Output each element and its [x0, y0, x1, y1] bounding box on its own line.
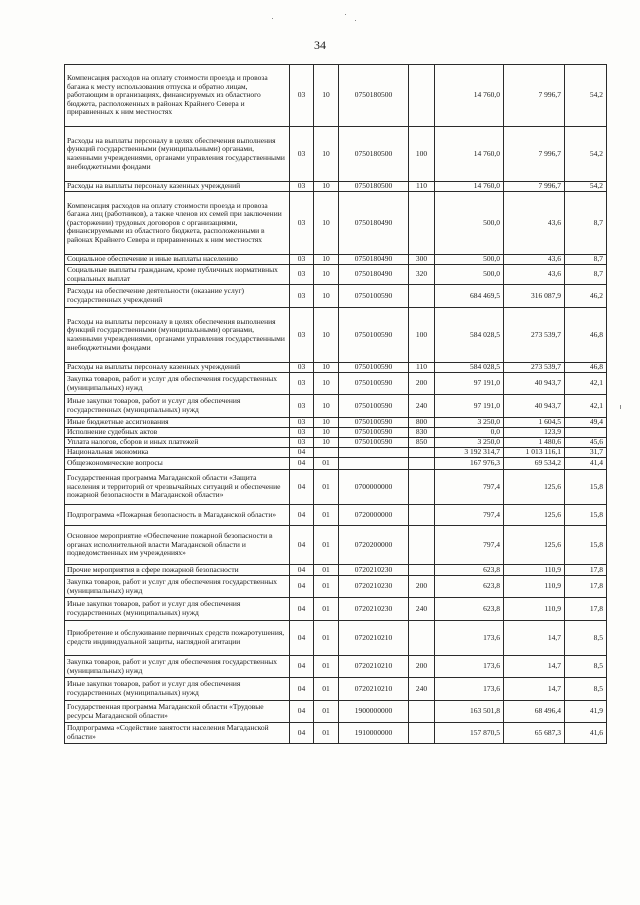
cell-actual: 68 496,4	[504, 701, 565, 723]
cell-subsection: 10	[314, 127, 339, 182]
cell-expense-type: 110	[409, 182, 435, 192]
cell-target-item: 0750180490	[339, 192, 409, 255]
cell-subsection: 10	[314, 255, 339, 265]
cell-subsection: 10	[314, 308, 339, 363]
cell-target-item: 0750180500	[339, 182, 409, 192]
table-row	[65, 656, 607, 678]
scan-speck	[272, 18, 273, 19]
table-row	[65, 621, 607, 656]
table-row	[65, 192, 607, 255]
cell-actual: 273 539,7	[504, 308, 565, 363]
cell-percent: 15,8	[565, 470, 607, 505]
cell-expense-type: 240	[409, 678, 435, 701]
cell-actual: 7 996,7	[504, 182, 565, 192]
cell-target-item	[339, 448, 409, 458]
cell-plan: 623,8	[435, 598, 504, 621]
cell-actual: 123,9	[504, 428, 565, 438]
cell-plan: 97 191,0	[435, 395, 504, 418]
scan-speck	[355, 20, 356, 21]
cell-plan: 14 760,0	[435, 127, 504, 182]
cell-name: Уплата налогов, сборов и иных платежей	[65, 438, 290, 448]
cell-expense-type: 200	[409, 576, 435, 598]
cell-section: 04	[290, 505, 314, 526]
cell-name: Расходы на выплаты персоналу в целях обеспечения выполнения функций государственными (муниципальными) органами, казенными учреждениями, органами управления государственными внебюджетными фондами	[65, 308, 290, 363]
cell-name: Национальная экономика	[65, 448, 290, 458]
cell-plan: 623,8	[435, 565, 504, 576]
cell-plan: 97 191,0	[435, 373, 504, 395]
cell-name: Расходы на выплаты персоналу казенных учреждений	[65, 363, 290, 373]
cell-expense-type	[409, 458, 435, 470]
cell-actual: 110,9	[504, 576, 565, 598]
cell-expense-type: 100	[409, 127, 435, 182]
cell-name: Расходы на выплаты персоналу казенных учреждений	[65, 182, 290, 192]
cell-target-item: 0720210210	[339, 678, 409, 701]
cell-plan: 173,6	[435, 678, 504, 701]
cell-name: Основное мероприятие «Обеспечение пожарной безопасности в органах исполнительной власти Магаданской области и подведомственных им учреждениях»	[65, 526, 290, 565]
cell-target-item: 0720210230	[339, 598, 409, 621]
budget-table-body	[65, 65, 607, 744]
cell-plan: 684 469,5	[435, 285, 504, 308]
cell-name: Исполнение судебных актов	[65, 428, 290, 438]
cell-target-item: 0720210230	[339, 565, 409, 576]
cell-subsection: 01	[314, 565, 339, 576]
cell-target-item: 0750180500	[339, 65, 409, 127]
cell-actual: 65 687,3	[504, 723, 565, 744]
cell-plan: 14 760,0	[435, 182, 504, 192]
cell-percent: 54,2	[565, 127, 607, 182]
cell-percent	[565, 428, 607, 438]
cell-subsection: 10	[314, 192, 339, 255]
cell-target-item: 0700000000	[339, 470, 409, 505]
cell-percent: 8,7	[565, 265, 607, 285]
cell-expense-type: 830	[409, 428, 435, 438]
cell-percent: 46,8	[565, 363, 607, 373]
cell-plan: 14 760,0	[435, 65, 504, 127]
cell-target-item: 0720200000	[339, 526, 409, 565]
cell-percent: 17,8	[565, 565, 607, 576]
cell-section: 03	[290, 285, 314, 308]
cell-percent: 46,8	[565, 308, 607, 363]
table-row	[65, 505, 607, 526]
table-row	[65, 255, 607, 265]
cell-section: 04	[290, 701, 314, 723]
cell-actual: 125,6	[504, 505, 565, 526]
table-row	[65, 470, 607, 505]
cell-target-item: 0720210230	[339, 576, 409, 598]
cell-section: 04	[290, 598, 314, 621]
cell-target-item: 0720000000	[339, 505, 409, 526]
table-row	[65, 65, 607, 127]
cell-subsection: 10	[314, 182, 339, 192]
cell-section: 03	[290, 265, 314, 285]
cell-section: 04	[290, 565, 314, 576]
cell-target-item: 0750100590	[339, 285, 409, 308]
cell-plan: 173,6	[435, 656, 504, 678]
table-row	[65, 265, 607, 285]
table-row	[65, 182, 607, 192]
cell-actual: 43,6	[504, 265, 565, 285]
cell-subsection: 01	[314, 678, 339, 701]
cell-section: 03	[290, 438, 314, 448]
cell-expense-type: 110	[409, 363, 435, 373]
page-number: 34	[314, 38, 326, 52]
budget-table	[64, 64, 607, 744]
cell-section: 04	[290, 576, 314, 598]
cell-plan: 0,0	[435, 428, 504, 438]
table-row	[65, 308, 607, 363]
cell-section: 04	[290, 678, 314, 701]
cell-actual: 1 604,5	[504, 418, 565, 428]
cell-expense-type	[409, 448, 435, 458]
cell-subsection: 10	[314, 363, 339, 373]
cell-expense-type: 300	[409, 255, 435, 265]
table-row	[65, 723, 607, 744]
table-row	[65, 428, 607, 438]
cell-percent: 8,5	[565, 678, 607, 701]
cell-name: Закупка товаров, работ и услуг для обеспечения государственных (муниципальных) нужд	[65, 373, 290, 395]
cell-section: 04	[290, 723, 314, 744]
cell-name: Иные бюджетные ассигнования	[65, 418, 290, 428]
cell-target-item: 0750100590	[339, 418, 409, 428]
cell-subsection: 10	[314, 418, 339, 428]
cell-subsection	[314, 448, 339, 458]
cell-expense-type	[409, 565, 435, 576]
cell-subsection: 01	[314, 701, 339, 723]
table-row	[65, 395, 607, 418]
cell-plan: 3 250,0	[435, 418, 504, 428]
cell-name: Подпрограмма «Пожарная безопасность в Магаданской области»	[65, 505, 290, 526]
table-row	[65, 363, 607, 373]
cell-percent: 41,9	[565, 701, 607, 723]
table-row	[65, 418, 607, 428]
cell-name: Иные закупки товаров, работ и услуг для обеспечения государственных (муниципальных) нужд	[65, 598, 290, 621]
cell-subsection: 01	[314, 598, 339, 621]
cell-expense-type	[409, 701, 435, 723]
cell-actual: 14,7	[504, 621, 565, 656]
cell-name: Государственная программа Магаданской области «Трудовые ресурсы Магаданской области»	[65, 701, 290, 723]
cell-actual: 7 996,7	[504, 65, 565, 127]
cell-plan: 797,4	[435, 470, 504, 505]
cell-plan: 3 250,0	[435, 438, 504, 448]
cell-target-item: 0750100590	[339, 395, 409, 418]
cell-actual: 1 013 116,1	[504, 448, 565, 458]
cell-subsection: 01	[314, 526, 339, 565]
cell-name: Прочие мероприятия в сфере пожарной безопасности	[65, 565, 290, 576]
table-row	[65, 438, 607, 448]
scan-speck	[345, 14, 346, 15]
cell-percent: 49,4	[565, 418, 607, 428]
cell-actual: 43,6	[504, 192, 565, 255]
cell-percent: 8,7	[565, 255, 607, 265]
cell-name: Компенсация расходов на оплату стоимости проезда и провоза багажа лиц (работников), а также членов их семей при заключении (расторжении) трудовых договоров с организациями, финансируемыми из областного бюджета, расположенными в районах Крайнего Севера и приравненных к ним местностях	[65, 192, 290, 255]
cell-subsection: 01	[314, 656, 339, 678]
cell-expense-type: 200	[409, 373, 435, 395]
cell-actual: 125,6	[504, 526, 565, 565]
cell-plan: 797,4	[435, 505, 504, 526]
cell-subsection: 10	[314, 428, 339, 438]
cell-percent: 15,8	[565, 526, 607, 565]
cell-section: 03	[290, 255, 314, 265]
cell-subsection: 01	[314, 723, 339, 744]
cell-name: Социальное обеспечение и иные выплаты населению	[65, 255, 290, 265]
cell-subsection: 10	[314, 438, 339, 448]
cell-percent: 54,2	[565, 182, 607, 192]
cell-actual: 316 087,9	[504, 285, 565, 308]
cell-name: Социальные выплаты гражданам, кроме публичных нормативных социальных выплат	[65, 265, 290, 285]
cell-subsection: 10	[314, 395, 339, 418]
cell-target-item: 0750180490	[339, 255, 409, 265]
cell-expense-type	[409, 526, 435, 565]
cell-expense-type	[409, 470, 435, 505]
cell-target-item: 0750180490	[339, 265, 409, 285]
table-row	[65, 285, 607, 308]
cell-section: 04	[290, 470, 314, 505]
cell-plan: 173,6	[435, 621, 504, 656]
cell-name: Государственная программа Магаданской области «Защита населения и территорий от чрезвычайных ситуаций и обеспечение пожарной безопасности в Магаданской области»	[65, 470, 290, 505]
cell-percent: 41,4	[565, 458, 607, 470]
cell-subsection: 01	[314, 505, 339, 526]
cell-section: 03	[290, 395, 314, 418]
cell-section: 03	[290, 308, 314, 363]
cell-target-item: 0750100590	[339, 308, 409, 363]
cell-expense-type	[409, 621, 435, 656]
table-row	[65, 598, 607, 621]
cell-target-item: 0720210210	[339, 656, 409, 678]
cell-section: 03	[290, 182, 314, 192]
cell-section: 03	[290, 127, 314, 182]
cell-percent: 45,6	[565, 438, 607, 448]
cell-plan: 500,0	[435, 192, 504, 255]
table-row	[65, 678, 607, 701]
cell-expense-type	[409, 723, 435, 744]
cell-name: Общеэкономические вопросы	[65, 458, 290, 470]
table-row	[65, 526, 607, 565]
cell-percent: 8,7	[565, 192, 607, 255]
table-row	[65, 565, 607, 576]
cell-plan: 584 028,5	[435, 308, 504, 363]
cell-section: 03	[290, 373, 314, 395]
table-row	[65, 458, 607, 470]
cell-expense-type: 200	[409, 656, 435, 678]
cell-target-item: 0750100590	[339, 428, 409, 438]
cell-plan: 584 028,5	[435, 363, 504, 373]
cell-percent: 15,8	[565, 505, 607, 526]
cell-actual: 14,7	[504, 656, 565, 678]
cell-expense-type	[409, 285, 435, 308]
cell-actual: 110,9	[504, 598, 565, 621]
cell-subsection: 10	[314, 373, 339, 395]
cell-expense-type	[409, 192, 435, 255]
cell-expense-type: 100	[409, 308, 435, 363]
cell-expense-type: 320	[409, 265, 435, 285]
cell-expense-type: 850	[409, 438, 435, 448]
cell-expense-type: 240	[409, 395, 435, 418]
cell-subsection: 01	[314, 576, 339, 598]
cell-section: 04	[290, 458, 314, 470]
cell-expense-type	[409, 505, 435, 526]
cell-plan: 500,0	[435, 265, 504, 285]
cell-actual: 40 943,7	[504, 395, 565, 418]
cell-plan: 3 192 314,7	[435, 448, 504, 458]
cell-plan: 623,8	[435, 576, 504, 598]
cell-actual: 43,6	[504, 255, 565, 265]
cell-plan: 163 501,8	[435, 701, 504, 723]
cell-subsection: 01	[314, 458, 339, 470]
cell-actual: 40 943,7	[504, 373, 565, 395]
cell-target-item: 1910000000	[339, 723, 409, 744]
cell-section: 04	[290, 621, 314, 656]
table-row	[65, 576, 607, 598]
cell-percent: 46,2	[565, 285, 607, 308]
cell-target-item	[339, 458, 409, 470]
cell-section: 03	[290, 428, 314, 438]
cell-name: Подпрограмма «Содействие занятости населения Магаданской области»	[65, 723, 290, 744]
cell-section: 04	[290, 656, 314, 678]
cell-name: Закупка товаров, работ и услуг для обеспечения государственных (муниципальных) нужд	[65, 656, 290, 678]
table-row	[65, 127, 607, 182]
cell-name: Иные закупки товаров, работ и услуг для обеспечения государственных (муниципальных) нужд	[65, 395, 290, 418]
cell-target-item: 0750100590	[339, 373, 409, 395]
scan-speck	[620, 405, 621, 409]
cell-target-item: 0720210210	[339, 621, 409, 656]
cell-subsection: 01	[314, 470, 339, 505]
cell-actual: 69 534,2	[504, 458, 565, 470]
cell-section: 04	[290, 526, 314, 565]
cell-target-item: 0750100590	[339, 438, 409, 448]
cell-percent: 17,8	[565, 598, 607, 621]
cell-name: Закупка товаров, работ и услуг для обеспечения государственных (муниципальных) нужд	[65, 576, 290, 598]
table-row	[65, 701, 607, 723]
cell-subsection: 10	[314, 65, 339, 127]
cell-section: 03	[290, 192, 314, 255]
cell-plan: 500,0	[435, 255, 504, 265]
cell-actual: 14,7	[504, 678, 565, 701]
cell-section: 03	[290, 65, 314, 127]
cell-plan: 167 976,3	[435, 458, 504, 470]
cell-plan: 797,4	[435, 526, 504, 565]
cell-name: Расходы на обеспечение деятельности (оказание услуг) государственных учреждений	[65, 285, 290, 308]
cell-section: 04	[290, 448, 314, 458]
cell-section: 03	[290, 418, 314, 428]
cell-actual: 273 539,7	[504, 363, 565, 373]
cell-name: Приобретение и обслуживание первичных средств пожаротушения, средств индивидуальной защиты, наглядной агитации	[65, 621, 290, 656]
cell-target-item: 0750180500	[339, 127, 409, 182]
table-row	[65, 373, 607, 395]
cell-actual: 7 996,7	[504, 127, 565, 182]
cell-subsection: 10	[314, 265, 339, 285]
budget-table-wrapper	[64, 64, 606, 744]
cell-section: 03	[290, 363, 314, 373]
cell-percent: 17,8	[565, 576, 607, 598]
cell-plan: 157 870,5	[435, 723, 504, 744]
cell-name: Расходы на выплаты персоналу в целях обеспечения выполнения функций государственными (муниципальными) органами, казенными учреждениями, органами управления государственными внебюджетными фондами	[65, 127, 290, 182]
cell-expense-type	[409, 65, 435, 127]
cell-expense-type: 800	[409, 418, 435, 428]
cell-percent: 41,6	[565, 723, 607, 744]
cell-subsection: 01	[314, 621, 339, 656]
cell-name: Компенсация расходов на оплату стоимости проезда и провоза багажа к месту использования отпуска и обратно лицам, работающим в организациях, финансируемых из областного бюджета, расположенных в районах Крайнего Севера и приравненных к ним местностях	[65, 65, 290, 127]
cell-actual: 125,6	[504, 470, 565, 505]
cell-percent: 8,5	[565, 656, 607, 678]
cell-target-item: 0750100590	[339, 363, 409, 373]
cell-expense-type: 240	[409, 598, 435, 621]
cell-name: Иные закупки товаров, работ и услуг для обеспечения государственных (муниципальных) нужд	[65, 678, 290, 701]
table-row	[65, 448, 607, 458]
cell-subsection: 10	[314, 285, 339, 308]
cell-percent: 54,2	[565, 65, 607, 127]
cell-percent: 8,5	[565, 621, 607, 656]
cell-percent: 42,1	[565, 395, 607, 418]
cell-actual: 1 480,6	[504, 438, 565, 448]
cell-actual: 110,9	[504, 565, 565, 576]
cell-target-item: 1900000000	[339, 701, 409, 723]
cell-percent: 31,7	[565, 448, 607, 458]
cell-percent: 42,1	[565, 373, 607, 395]
